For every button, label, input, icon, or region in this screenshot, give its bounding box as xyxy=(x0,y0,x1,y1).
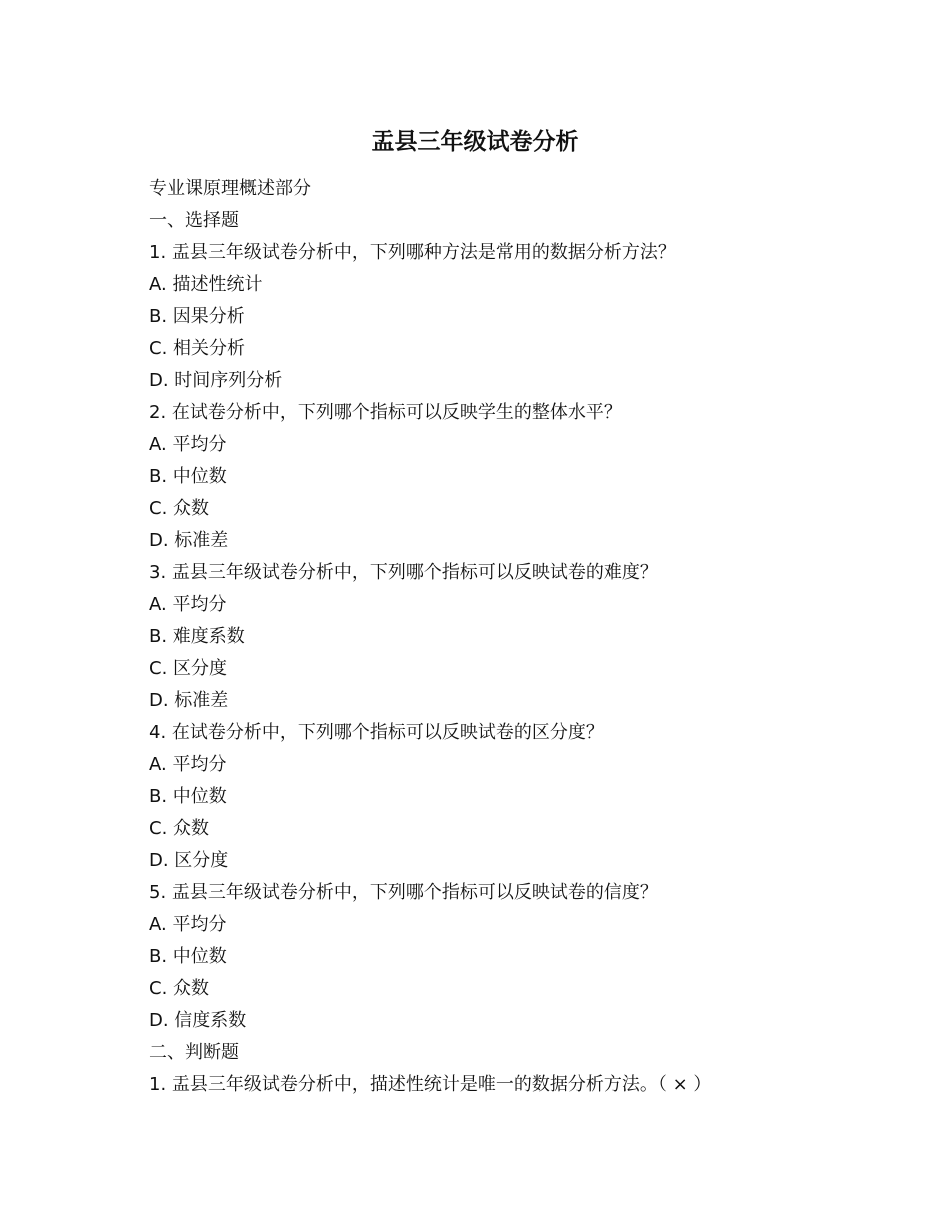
question-2: 2. 在试卷分析中，下列哪个指标可以反映学生的整体水平？ xyxy=(149,402,622,423)
q2-option-a: A. 平均分 xyxy=(149,434,227,455)
q3-option-d: D. 标准差 xyxy=(149,690,229,711)
question-3: 3. 盂县三年级试卷分析中，下列哪个指标可以反映试卷的难度？ xyxy=(149,562,658,583)
q2-option-d: D. 标准差 xyxy=(149,530,229,551)
page-title: 盂县三年级试卷分析 xyxy=(371,129,579,155)
q5-option-b: B. 中位数 xyxy=(149,946,227,967)
section-heading-true-false: 二、判断题 xyxy=(149,1042,239,1063)
q1-option-a: A. 描述性统计 xyxy=(149,274,263,295)
judgment-question-1: 1. 盂县三年级试卷分析中，描述性统计是唯一的数据分析方法。（ × ） xyxy=(149,1074,712,1095)
section-subtitle: 专业课原理概述部分 xyxy=(149,178,311,199)
question-1: 1. 盂县三年级试卷分析中，下列哪种方法是常用的数据分析方法？ xyxy=(149,242,676,263)
q4-option-d: D. 区分度 xyxy=(149,850,229,871)
q5-option-c: C. 众数 xyxy=(149,978,210,999)
q1-option-c: C. 相关分析 xyxy=(149,338,246,359)
q3-option-a: A. 平均分 xyxy=(149,594,227,615)
question-4: 4. 在试卷分析中，下列哪个指标可以反映试卷的区分度？ xyxy=(149,722,604,743)
section-heading-choice: 一、选择题 xyxy=(149,210,239,231)
q4-option-a: A. 平均分 xyxy=(149,754,227,775)
document-body xyxy=(149,173,849,1101)
question-5: 5. 盂县三年级试卷分析中，下列哪个指标可以反映试卷的信度？ xyxy=(149,882,658,903)
q1-option-b: B. 因果分析 xyxy=(149,306,245,327)
q5-option-a: A. 平均分 xyxy=(149,914,227,935)
q2-option-c: C. 众数 xyxy=(149,498,210,519)
q5-option-d: D. 信度系数 xyxy=(149,1010,247,1031)
q3-option-b: B. 难度系数 xyxy=(149,626,245,647)
q1-option-d: D. 时间序列分析 xyxy=(149,370,283,391)
q2-option-b: B. 中位数 xyxy=(149,466,227,487)
q4-option-c: C. 众数 xyxy=(149,818,210,839)
q3-option-c: C. 区分度 xyxy=(149,658,228,679)
q4-option-b: B. 中位数 xyxy=(149,786,227,807)
